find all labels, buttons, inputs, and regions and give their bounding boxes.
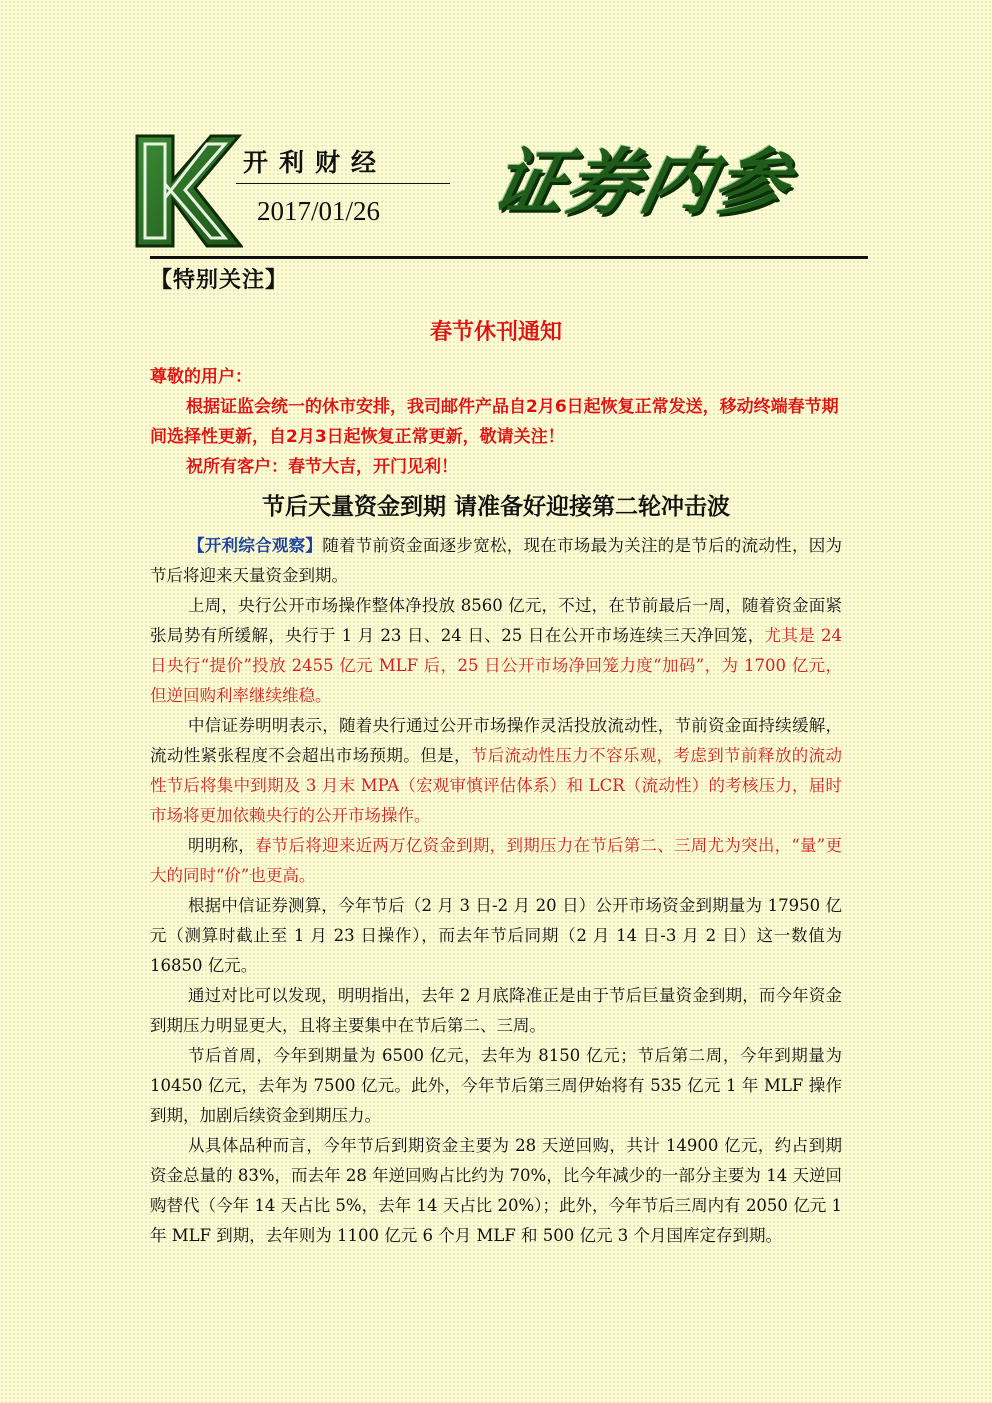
paragraph-text: 中信证券明明表示，随着央行通过公开市场操作灵活投放流动性，节前资金面持续缓解，流动性紧张程度不会超出市场预期。但是， xyxy=(150,716,842,765)
masthead-header xyxy=(0,0,992,262)
notice-body: 根据证监会统一的休市安排，我司邮件产品自2月6日起恢复正常发送，移动终端春节期间选择性更新，自2月3日起恢复正常更新，敬请关注！ xyxy=(150,397,839,447)
brand-name: 开利财经 xyxy=(243,148,388,177)
article-paragraph xyxy=(150,531,842,591)
notice-title: 春节休刊通知 xyxy=(429,320,562,345)
paragraph-text: 上周，央行公开市场操作整体净投放 8560 亿元，不过，在节前最后一周，随着资金面紧张局势有所缓解，央行于 1 月 23 日、24 日、25 日在公开市场连续三天净回笼， xyxy=(150,596,842,645)
highlight-text: 春节后将迎来近两万亿资金到期，到期压力在节后第二、三周尤为突出，“量”更大的同时“价”也更高。 xyxy=(150,836,843,885)
section-tag: 【特别关注】 xyxy=(150,268,289,293)
kaili-k-logo xyxy=(133,132,243,250)
issue-date: 2017/01/26 xyxy=(257,196,381,226)
article-paragraph: 通过对比可以发现，明明指出，去年 2 月底降准正是由于节后巨量资金到期，而今年资金到期压力明显更大，且将主要集中在节后第二、三周。 xyxy=(150,986,842,1035)
article-paragraph: 节后首周，今年到期量为 6500 亿元，去年为 8150 亿元；节后第二周，今年到期量为 10450 亿元，去年为 7500 亿元。此外，今年节后第三周伊始将有 535 亿元 1 年 MLF 操作到期，加剧后续资金到期压力。 xyxy=(150,1046,842,1125)
article-paragraph xyxy=(150,711,842,831)
notice-wishes: 祝所有客户：春节大吉，开门见利！ xyxy=(186,457,458,477)
highlight-text: 尤其是 24 日央行“提价”投放 2455 亿元 MLF 后，25 日公开市场净回笼力度“加码”，为 1700 亿元，但逆回购利率继续维稳。 xyxy=(150,626,842,705)
article-paragraph xyxy=(150,831,842,891)
notice-greeting: 尊敬的用户： xyxy=(150,367,252,387)
article-paragraph: 根据中信证券测算，今年节后（2 月 3 日-2 月 20 日）公开市场资金到期量为 17950 亿元（测算时截止至 1 月 23 日操作），而去年节后同期（2 月 14 日-3 月 2 日）这一数值为 16850 亿元。 xyxy=(150,896,842,975)
header-rule xyxy=(150,256,868,259)
notice-block xyxy=(150,362,850,482)
brand-divider xyxy=(236,183,450,184)
article-paragraph: 从具体品种而言，今年节后到期资金主要为 28 天逆回购，共计 14900 亿元，约占到期资金总量的 83%，而去年 28 年逆回购占比约为 70%，比今年减少的一部分主要为 14 天逆回购替代（今年 14 天占比 5%，去年 14 天占比 20%）；此外，今年节后三周内有 2050 亿元 1 年 MLF 到期，去年则为 1100 亿元 6 个月 MLF 和 500 亿元 3 个月国库定存到期。 xyxy=(150,1136,842,1245)
article-title: 节后天量资金到期 请准备好迎接第二轮冲击波 xyxy=(261,494,730,520)
paragraph-text: 随着节前资金面逐步宽松，现在市场最为关注的是节后的流动性，因为节后将迎来天量资金到期。 xyxy=(150,536,843,585)
lead-label: 【开利综合观察】 xyxy=(188,536,323,555)
article-paragraph xyxy=(150,591,842,711)
masthead-title: 证券内参 xyxy=(484,140,799,224)
paragraph-text: 明明称， xyxy=(188,836,256,855)
highlight-text: 节后流动性压力不容乐观，考虑到节前释放的流动性节后将集中到期及 3 月末 MPA（宏观审慎评估体系）和 LCR（流动性）的考核压力，届时市场将更加依赖央行的公开市场操作。 xyxy=(150,746,843,825)
article-body xyxy=(150,531,842,1251)
